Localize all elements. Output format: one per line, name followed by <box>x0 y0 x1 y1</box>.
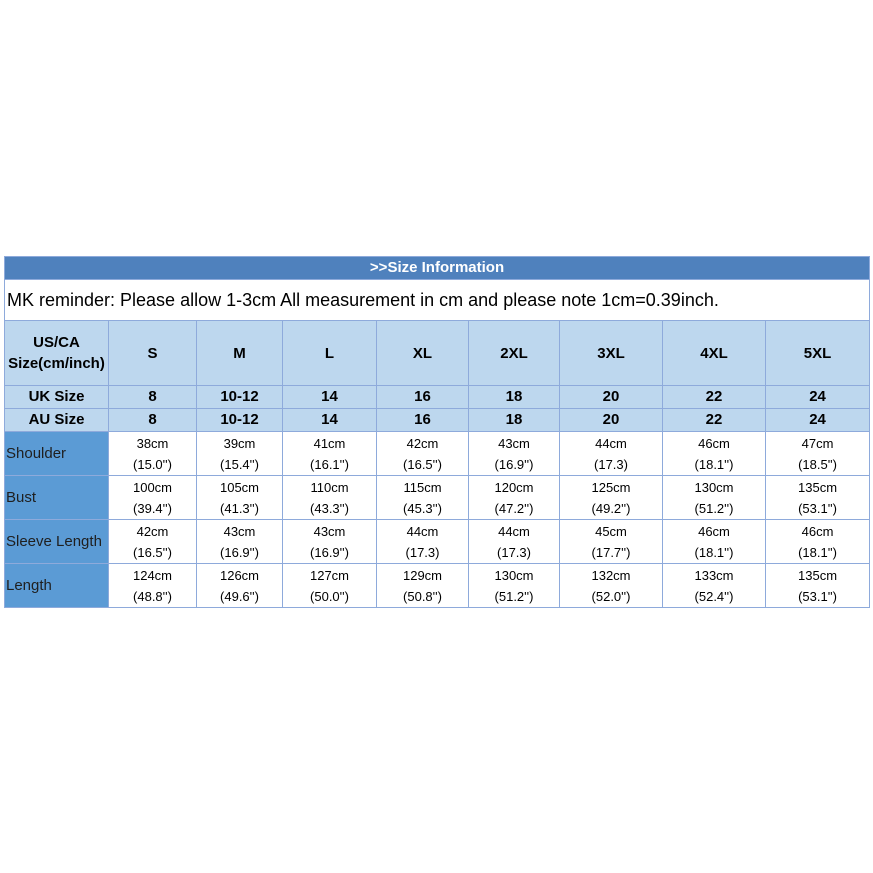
measurement-cell <box>109 476 197 520</box>
inch-value: (52.4'') <box>694 588 734 604</box>
size-cell: 8 <box>109 409 197 432</box>
au-size-label: AU Size <box>5 409 109 432</box>
inch-value: (18.1'') <box>798 544 837 560</box>
cm-value: 133cm <box>694 567 734 583</box>
us-ca-size-row <box>5 321 870 386</box>
length-label: Length <box>5 564 109 608</box>
size-cell: 20 <box>560 409 663 432</box>
cm-value: 105cm <box>219 479 260 495</box>
cm-value: 130cm <box>694 479 734 495</box>
measurement-cell <box>560 476 663 520</box>
measurement-cell <box>377 432 469 476</box>
cm-value: 132cm <box>591 567 631 583</box>
measurement-cell <box>109 432 197 476</box>
cm-value: 42cm <box>406 435 439 451</box>
inch-value: (15.0'') <box>133 456 172 472</box>
measurement-cell <box>197 432 283 476</box>
inch-value: (51.2'') <box>694 500 734 516</box>
size-cell: 24 <box>766 386 870 409</box>
size-chart-table <box>4 256 870 608</box>
sleeve-length-row <box>5 520 870 564</box>
cm-value: 46cm <box>698 523 730 539</box>
inch-value: (49.6'') <box>220 588 259 604</box>
measurement-cell <box>663 476 766 520</box>
size-cell: 5XL <box>766 321 870 386</box>
uk-size-label: UK Size <box>5 386 109 409</box>
size-cell: 18 <box>469 386 560 409</box>
au-size-row <box>5 409 870 432</box>
reminder-note: MK reminder: Please allow 1-3cm All measurement in cm and please note 1cm=0.39inch. <box>5 280 870 321</box>
measurement-cell <box>283 564 377 608</box>
sleeve-length-label: Sleeve Length <box>5 520 109 564</box>
size-cell: 4XL <box>663 321 766 386</box>
inch-value: (16.9'') <box>310 544 349 560</box>
measurement-cell <box>663 432 766 476</box>
measurement-cell <box>197 520 283 564</box>
cm-value: 127cm <box>309 567 350 583</box>
inch-value: (15.4'') <box>220 456 259 472</box>
measurement-cell <box>377 476 469 520</box>
size-cell: 16 <box>377 386 469 409</box>
size-cell: XL <box>377 321 469 386</box>
inch-value: (17.3) <box>497 544 531 560</box>
size-cell: S <box>109 321 197 386</box>
cm-value: 43cm <box>313 523 346 539</box>
cm-value: 43cm <box>498 435 530 451</box>
note-row <box>5 280 870 321</box>
inch-value: (51.2'') <box>494 588 534 604</box>
us-ca-size-label: US/CA Size(cm/inch) <box>5 321 109 386</box>
measurement-cell <box>560 564 663 608</box>
inch-value: (52.0'') <box>591 588 631 604</box>
measurement-cell <box>283 432 377 476</box>
cm-value: 44cm <box>406 523 439 539</box>
cm-value: 125cm <box>591 479 631 495</box>
length-row <box>5 564 870 608</box>
measurement-cell <box>663 520 766 564</box>
inch-value: (41.3'') <box>220 500 259 516</box>
size-cell: 16 <box>377 409 469 432</box>
shoulder-label: Shoulder <box>5 432 109 476</box>
size-cell: M <box>197 321 283 386</box>
measurement-cell <box>766 564 870 608</box>
inch-value: (16.9'') <box>220 544 259 560</box>
cm-value: 45cm <box>595 523 627 539</box>
measurement-cell <box>197 564 283 608</box>
size-cell: 22 <box>663 386 766 409</box>
size-cell: 8 <box>109 386 197 409</box>
inch-value: (50.0'') <box>310 588 349 604</box>
cm-value: 115cm <box>403 479 442 495</box>
inch-value: (50.8'') <box>403 588 442 604</box>
inch-value: (16.1'') <box>310 456 349 472</box>
cm-value: 126cm <box>219 567 260 583</box>
inch-value: (47.2'') <box>494 500 534 516</box>
measurement-cell <box>469 564 560 608</box>
cm-value: 39cm <box>223 435 256 451</box>
measurement-cell <box>197 476 283 520</box>
measurement-cell <box>469 476 560 520</box>
inch-value: (39.4'') <box>133 500 172 516</box>
measurement-cell <box>560 520 663 564</box>
cm-value: 135cm <box>798 567 838 583</box>
inch-value: (53.1'') <box>798 588 837 604</box>
size-cell: 20 <box>560 386 663 409</box>
measurement-cell <box>766 432 870 476</box>
cm-value: 43cm <box>223 523 256 539</box>
cm-value: 120cm <box>494 479 534 495</box>
size-cell: 22 <box>663 409 766 432</box>
size-cell: L <box>283 321 377 386</box>
cm-value: 100cm <box>132 479 173 495</box>
cm-value: 110cm <box>310 479 349 495</box>
measurement-cell <box>109 520 197 564</box>
measurement-cell <box>377 564 469 608</box>
inch-value: (16.9'') <box>494 456 534 472</box>
inch-value: (16.5'') <box>133 544 172 560</box>
measurement-cell <box>766 520 870 564</box>
cm-value: 38cm <box>136 435 169 451</box>
inch-value: (45.3'') <box>403 500 442 516</box>
size-cell: 10-12 <box>197 409 283 432</box>
inch-value: (17.7'') <box>591 544 631 560</box>
inch-value: (53.1'') <box>798 500 837 516</box>
cm-value: 42cm <box>136 523 169 539</box>
cm-value: 124cm <box>132 567 173 583</box>
measurement-cell <box>766 476 870 520</box>
measurement-cell <box>469 432 560 476</box>
inch-value: (16.5'') <box>403 456 442 472</box>
size-cell: 14 <box>283 386 377 409</box>
shoulder-row <box>5 432 870 476</box>
inch-value: (17.3) <box>405 544 440 560</box>
measurement-cell <box>663 564 766 608</box>
measurement-cell <box>109 564 197 608</box>
cm-value: 135cm <box>798 479 838 495</box>
uk-size-row <box>5 386 870 409</box>
cm-value: 44cm <box>498 523 530 539</box>
measurement-cell <box>469 520 560 564</box>
bust-label: Bust <box>5 476 109 520</box>
inch-value: (48.8'') <box>133 588 172 604</box>
measurement-cell <box>283 520 377 564</box>
cm-value: 41cm <box>313 435 346 451</box>
inch-value: (18.5'') <box>798 456 837 472</box>
cm-value: 129cm <box>402 567 443 583</box>
measurement-cell <box>283 476 377 520</box>
title-row <box>5 257 870 280</box>
bust-row <box>5 476 870 520</box>
cm-value: 46cm <box>698 435 730 451</box>
size-cell: 2XL <box>469 321 560 386</box>
measurement-cell <box>377 520 469 564</box>
size-cell: 24 <box>766 409 870 432</box>
size-cell: 14 <box>283 409 377 432</box>
inch-value: (18.1'') <box>694 544 734 560</box>
measurement-cell <box>560 432 663 476</box>
inch-value: (43.3'') <box>310 500 349 516</box>
inch-value: (18.1'') <box>694 456 734 472</box>
size-cell: 3XL <box>560 321 663 386</box>
cm-value: 46cm <box>801 523 834 539</box>
cm-value: 130cm <box>494 567 534 583</box>
inch-value: (49.2'') <box>591 500 631 516</box>
inch-value: (17.3) <box>594 456 628 472</box>
cm-value: 47cm <box>801 435 834 451</box>
table-title: >>Size Information <box>5 257 870 280</box>
size-cell: 10-12 <box>197 386 283 409</box>
size-cell: 18 <box>469 409 560 432</box>
cm-value: 44cm <box>595 435 627 451</box>
